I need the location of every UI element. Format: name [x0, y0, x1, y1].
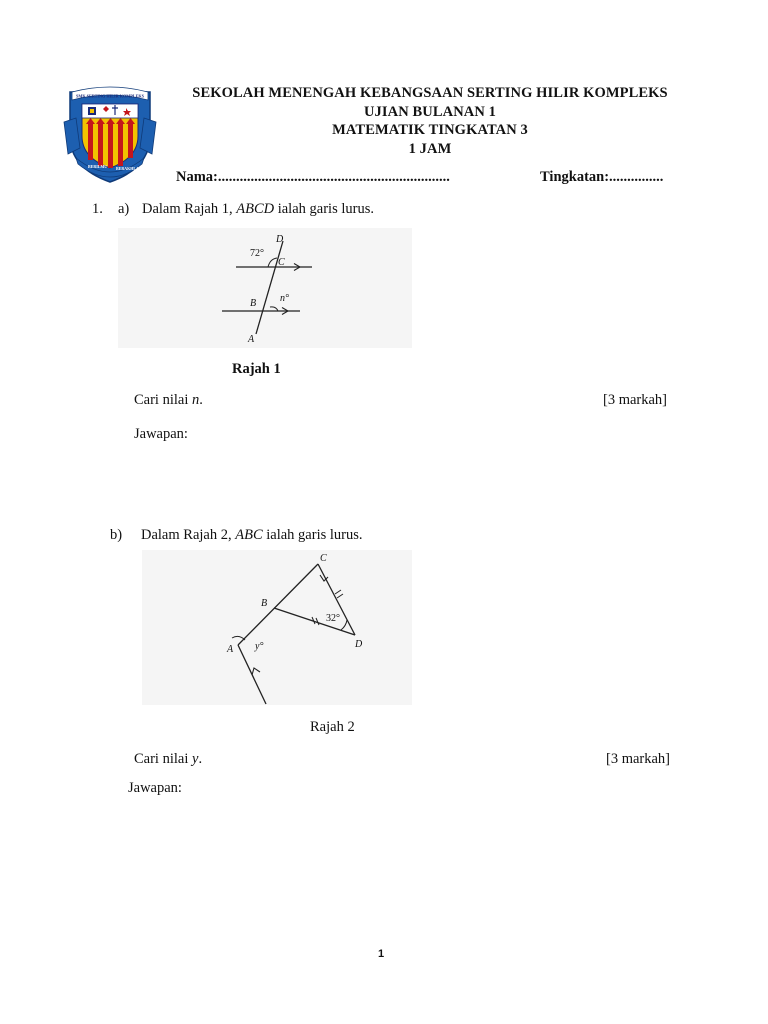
exam-duration: 1 JAM [408, 140, 452, 157]
q1a-question: Cari nilai n. [134, 392, 203, 408]
label-a: A [248, 334, 255, 345]
angle-72: 72° [250, 248, 264, 259]
student-name-field[interactable]: Nama:................................................................ [176, 169, 450, 185]
school-name: SEKOLAH MENENGAH KEBANGSAAN SERTING HILIR KOMPLEKS [192, 85, 668, 101]
q1b-intro: Dalam Rajah 2, ABC ialah garis lurus. [141, 527, 363, 543]
rajah-2-caption: Rajah 2 [310, 719, 355, 735]
q1a-part-label: a) [118, 201, 130, 217]
school-crest-icon [62, 78, 158, 184]
exam-header [150, 84, 710, 158]
rajah-1-caption: Rajah 1 [232, 361, 281, 377]
angle-n: n° [280, 293, 289, 304]
figure-rajah-2 [142, 550, 412, 705]
q1a-answer-label: Jawapan: [134, 426, 188, 442]
q1b-answer-label: Jawapan: [128, 780, 182, 796]
crest-left-ribbon: BERILMU [88, 164, 108, 169]
subject-title: MATEMATIK TINGKATAN 3 [332, 122, 528, 138]
figure-rajah-1 [118, 228, 412, 348]
q1b-part-label: b) [110, 527, 123, 543]
label-d: D [276, 234, 284, 245]
angle-32: 32° [326, 613, 340, 624]
label-c: C [278, 257, 285, 268]
crest-banner-text: SMK SERTING HILIR KOMPLEKS [76, 93, 144, 99]
label-c2: C [320, 553, 327, 564]
label-b: B [250, 298, 257, 309]
crest-right-ribbon: BERAKHLAK [116, 166, 143, 171]
label-a2: A [227, 644, 234, 655]
exam-title: UJIAN BULANAN 1 [363, 103, 496, 120]
q1b-marks: [3 markah] [606, 751, 671, 767]
question-number: 1. [92, 201, 103, 217]
q1a-intro: Dalam Rajah 1, ABCD ialah garis lurus. [142, 201, 374, 217]
q1a-marks: [3 markah] [603, 392, 668, 408]
label-d2: D [355, 639, 363, 650]
student-form-field[interactable]: Tingkatan:............... [540, 169, 664, 185]
page-number: 1 [378, 948, 385, 960]
q1b-question: Cari nilai y. [134, 751, 203, 767]
angle-y: y° [255, 641, 264, 652]
label-b2: B [261, 598, 268, 609]
